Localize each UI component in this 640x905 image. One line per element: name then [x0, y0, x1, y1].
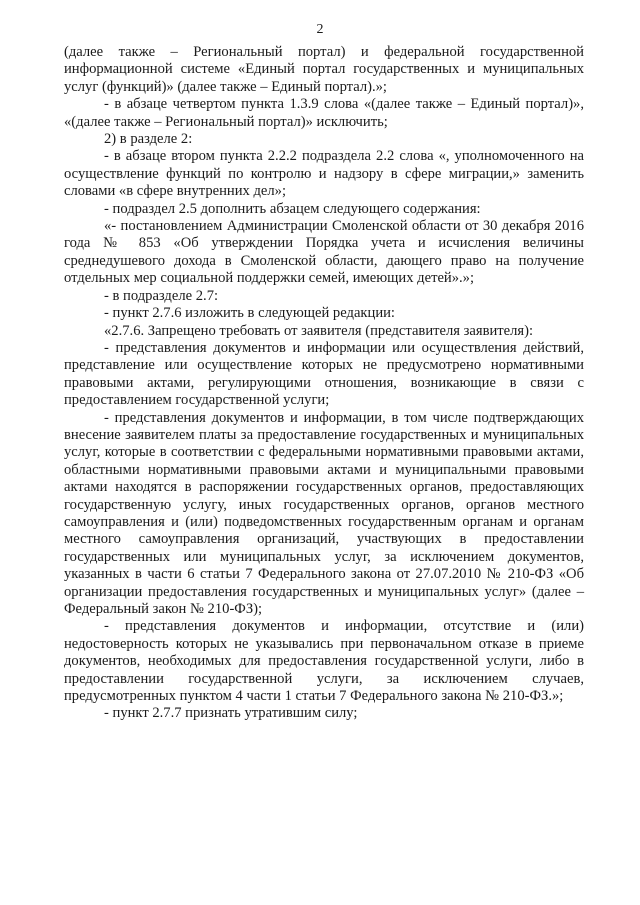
paragraph: - представления документов и информации, в том числе подтверждающих внесение заявителем платы за предоставление государственных и муниципальных услуг, которые в соответствии с федеральными нормативными правовыми актами, областными нормативными правовыми актами и муниципальными правовыми актами находятся в распоряжении государственных органов, предоставляющих государственную услугу, иных государственных органов, органов местного самоуправления и (или) подведомственных государственным органам и органам местного самоуправления организаций, участвующих в предоставлении государственных или муниципальных услуг, за исключением документов, указанных в части 6 статьи 7 Федерального закона от 27.07.2010 № 210-ФЗ «Об организации предоставления государственных и муниципальных услуг» (далее – Федеральный закон № 210-ФЗ);	[64, 409, 584, 617]
paragraph: - в абзаце втором пункта 2.2.2 подраздела 2.2 слова «, уполномоченного на осуществление функций по контролю и надзору в сфере миграции,» заменить словами «в сфере внутренних дел»;	[64, 148, 584, 200]
paragraph: - в подразделе 2.7:	[104, 287, 219, 304]
paragraph: - представления документов и информации, отсутствие и (или) недостоверность которых не указывались при первоначальном отказе в приеме документов, необходимых для предоставления государственной услуги, либо в предоставлении государственной услуги, за исключением случаев, предусмотренных пунктом 4 части 1 статьи 7 Федерального закона № 210-ФЗ.»;	[64, 618, 584, 705]
page-number: 2	[316, 22, 324, 37]
paragraph: «2.7.6. Запрещено требовать от заявителя (представителя заявителя):	[104, 322, 534, 339]
paragraph: - в абзаце четвертом пункта 1.3.9 слова «(далее также – Единый портал)», «(далее также – Региональный портал)» исключить;	[64, 96, 584, 130]
paragraph-continuation: (далее также – Региональный портал) и федеральной государственной информационной системе «Единый портал государственных и муниципальных услуг (функций)» (далее также – Единый портал).»;	[64, 44, 584, 95]
paragraph: «- постановлением Администрации Смоленской области от 30 декабря 2016 года № 853 «Об утверждении Порядка учета и исчисления величины среднедушевого дохода в Смоленской области, дающего право на получение отдельных мер социальной поддержки семей, имеющих детей».»;	[64, 218, 584, 287]
paragraph: - подраздел 2.5 дополнить абзацем следующего содержания:	[104, 200, 481, 217]
paragraph: 2) в разделе 2:	[104, 131, 193, 148]
paragraph: - пункт 2.7.7 признать утратившим силу;	[104, 705, 358, 722]
document-body	[64, 44, 584, 723]
paragraph: - пункт 2.7.6 изложить в следующей редакции:	[104, 305, 395, 322]
paragraph: - представления документов и информации или осуществления действий, представление или осуществление которых не предусмотрено нормативными правовыми актами, регулирующими отношения, возникающие в связи с предоставлением государственной услуги;	[64, 339, 584, 409]
